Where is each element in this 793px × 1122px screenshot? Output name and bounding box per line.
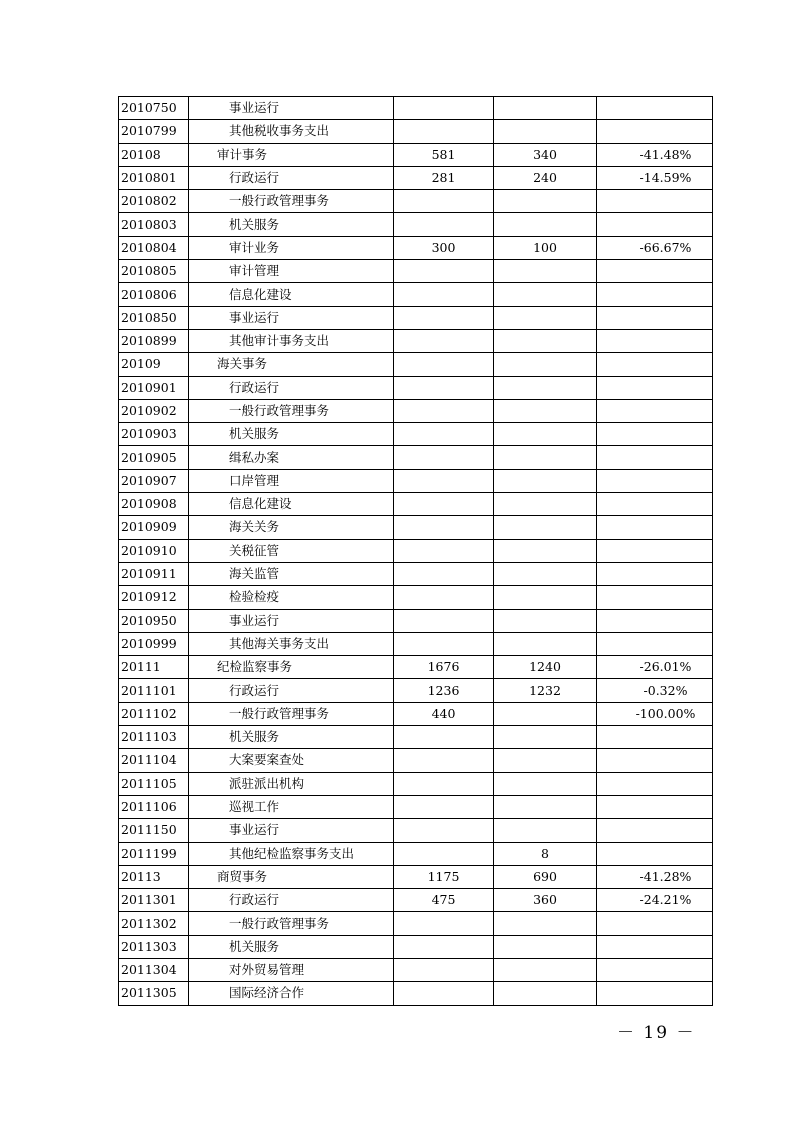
row-change-percent: -14.59% (597, 166, 713, 189)
row-code: 2010908 (119, 493, 189, 516)
row-code: 2010802 (119, 190, 189, 213)
row-name: 海关监管 (189, 562, 394, 585)
row-value-previous: 1676 (394, 656, 494, 679)
row-value-previous (394, 586, 494, 609)
row-code: 2011106 (119, 795, 189, 818)
row-value-current (494, 539, 597, 562)
row-code: 2010804 (119, 236, 189, 259)
row-value-current (494, 97, 597, 120)
table-row (119, 958, 713, 981)
row-change-percent (597, 749, 713, 772)
row-value-previous (394, 772, 494, 795)
row-value-previous (394, 120, 494, 143)
table-row (119, 586, 713, 609)
row-value-current (494, 120, 597, 143)
row-value-previous: 281 (394, 166, 494, 189)
table-row (119, 190, 713, 213)
table-row (119, 632, 713, 655)
budget-table-body (119, 97, 713, 1006)
row-code: 2011150 (119, 819, 189, 842)
row-value-previous (394, 213, 494, 236)
row-change-percent (597, 516, 713, 539)
row-value-previous (394, 562, 494, 585)
table-row (119, 819, 713, 842)
table-row (119, 795, 713, 818)
row-value-current (494, 749, 597, 772)
row-value-previous (394, 353, 494, 376)
row-value-previous (394, 912, 494, 935)
row-change-percent (597, 586, 713, 609)
row-value-current: 340 (494, 143, 597, 166)
table-row (119, 562, 713, 585)
row-value-current (494, 982, 597, 1005)
row-change-percent (597, 819, 713, 842)
row-value-current (494, 446, 597, 469)
row-name: 一般行政管理事务 (189, 912, 394, 935)
row-name: 其他纪检监察事务支出 (189, 842, 394, 865)
row-code: 2011305 (119, 982, 189, 1005)
row-code: 20108 (119, 143, 189, 166)
row-code: 20113 (119, 865, 189, 888)
row-value-current (494, 726, 597, 749)
row-name: 行政运行 (189, 889, 394, 912)
row-value-current (494, 632, 597, 655)
table-row (119, 889, 713, 912)
row-code: 2011301 (119, 889, 189, 912)
row-value-current: 1240 (494, 656, 597, 679)
row-name: 审计管理 (189, 260, 394, 283)
row-name: 审计业务 (189, 236, 394, 259)
row-change-percent (597, 446, 713, 469)
row-name: 机关服务 (189, 423, 394, 446)
table-row (119, 702, 713, 725)
row-change-percent: -41.28% (597, 865, 713, 888)
row-code: 2010909 (119, 516, 189, 539)
row-change-percent: -26.01% (597, 656, 713, 679)
row-change-percent (597, 190, 713, 213)
row-value-current (494, 493, 597, 516)
row-value-current (494, 609, 597, 632)
row-value-previous (394, 469, 494, 492)
row-value-current: 360 (494, 889, 597, 912)
row-change-percent: -100.00% (597, 702, 713, 725)
table-row (119, 749, 713, 772)
row-change-percent (597, 726, 713, 749)
table-row (119, 376, 713, 399)
table-row (119, 423, 713, 446)
row-value-current (494, 562, 597, 585)
row-code: 2010950 (119, 609, 189, 632)
row-value-previous (394, 190, 494, 213)
row-code: 2010903 (119, 423, 189, 446)
row-change-percent: -66.67% (597, 236, 713, 259)
table-row (119, 865, 713, 888)
table-row (119, 166, 713, 189)
row-value-previous (394, 399, 494, 422)
table-row (119, 306, 713, 329)
page-number: － 19 － (617, 1023, 696, 1043)
table-row (119, 469, 713, 492)
table-row (119, 493, 713, 516)
row-name: 海关事务 (189, 353, 394, 376)
row-change-percent (597, 772, 713, 795)
row-change-percent (597, 260, 713, 283)
row-name: 其他审计事务支出 (189, 329, 394, 352)
row-code: 2010907 (119, 469, 189, 492)
row-code: 2010850 (119, 306, 189, 329)
row-name: 信息化建设 (189, 283, 394, 306)
row-value-current: 1232 (494, 679, 597, 702)
table-row (119, 912, 713, 935)
table-row (119, 935, 713, 958)
row-value-current (494, 329, 597, 352)
row-change-percent (597, 97, 713, 120)
row-change-percent (597, 935, 713, 958)
row-name: 机关服务 (189, 726, 394, 749)
row-value-current (494, 190, 597, 213)
row-name: 机关服务 (189, 935, 394, 958)
row-value-current (494, 213, 597, 236)
row-change-percent (597, 469, 713, 492)
row-change-percent (597, 423, 713, 446)
row-change-percent (597, 120, 713, 143)
row-value-current (494, 469, 597, 492)
budget-table (118, 96, 713, 1006)
row-name: 行政运行 (189, 376, 394, 399)
table-row (119, 213, 713, 236)
row-name: 机关服务 (189, 213, 394, 236)
row-value-previous (394, 958, 494, 981)
row-value-previous (394, 329, 494, 352)
row-value-previous (394, 749, 494, 772)
table-row (119, 353, 713, 376)
row-name: 事业运行 (189, 97, 394, 120)
row-value-current: 8 (494, 842, 597, 865)
row-value-previous (394, 819, 494, 842)
table-row (119, 842, 713, 865)
row-value-previous (394, 423, 494, 446)
row-value-current (494, 772, 597, 795)
table-row (119, 143, 713, 166)
row-name: 缉私办案 (189, 446, 394, 469)
table-row (119, 120, 713, 143)
table-row (119, 539, 713, 562)
row-value-current (494, 958, 597, 981)
row-value-current (494, 912, 597, 935)
row-code: 2010999 (119, 632, 189, 655)
row-name: 事业运行 (189, 306, 394, 329)
row-change-percent: -0.32% (597, 679, 713, 702)
row-value-current: 100 (494, 236, 597, 259)
row-code: 2010910 (119, 539, 189, 562)
row-name: 派驻派出机构 (189, 772, 394, 795)
table-row (119, 609, 713, 632)
row-name: 国际经济合作 (189, 982, 394, 1005)
row-value-previous: 1175 (394, 865, 494, 888)
row-code: 2010905 (119, 446, 189, 469)
row-value-current (494, 586, 597, 609)
row-value-previous (394, 842, 494, 865)
row-code: 2010806 (119, 283, 189, 306)
table-row (119, 283, 713, 306)
row-value-previous: 300 (394, 236, 494, 259)
row-change-percent (597, 562, 713, 585)
row-name: 商贸事务 (189, 865, 394, 888)
row-code: 2010901 (119, 376, 189, 399)
row-code: 2011103 (119, 726, 189, 749)
row-name: 其他海关事务支出 (189, 632, 394, 655)
row-value-previous (394, 283, 494, 306)
table-row (119, 329, 713, 352)
row-name: 关税征管 (189, 539, 394, 562)
row-code: 2010803 (119, 213, 189, 236)
row-value-current (494, 935, 597, 958)
row-change-percent (597, 353, 713, 376)
table-row (119, 772, 713, 795)
row-value-previous: 440 (394, 702, 494, 725)
row-value-current (494, 423, 597, 446)
row-value-current (494, 283, 597, 306)
row-value-previous (394, 609, 494, 632)
row-code: 2010801 (119, 166, 189, 189)
row-change-percent (597, 842, 713, 865)
row-change-percent (597, 912, 713, 935)
row-value-previous: 475 (394, 889, 494, 912)
row-value-current (494, 819, 597, 842)
row-code: 2010911 (119, 562, 189, 585)
row-change-percent (597, 376, 713, 399)
row-value-current (494, 702, 597, 725)
row-value-current: 240 (494, 166, 597, 189)
row-change-percent (597, 329, 713, 352)
row-value-previous: 1236 (394, 679, 494, 702)
row-value-previous (394, 795, 494, 818)
row-value-previous (394, 306, 494, 329)
row-code: 2011101 (119, 679, 189, 702)
row-code: 2010750 (119, 97, 189, 120)
row-name: 口岸管理 (189, 469, 394, 492)
table-row (119, 516, 713, 539)
row-name: 检验检疫 (189, 586, 394, 609)
row-value-current (494, 260, 597, 283)
row-name: 大案要案查处 (189, 749, 394, 772)
row-code: 20109 (119, 353, 189, 376)
row-code: 2011304 (119, 958, 189, 981)
row-change-percent: -41.48% (597, 143, 713, 166)
row-value-previous (394, 935, 494, 958)
row-value-previous (394, 726, 494, 749)
row-change-percent (597, 283, 713, 306)
row-name: 一般行政管理事务 (189, 190, 394, 213)
row-code: 20111 (119, 656, 189, 679)
table-row (119, 982, 713, 1005)
row-change-percent (597, 306, 713, 329)
row-name: 行政运行 (189, 166, 394, 189)
row-name: 审计事务 (189, 143, 394, 166)
table-row (119, 97, 713, 120)
row-name: 其他税收事务支出 (189, 120, 394, 143)
row-code: 2010902 (119, 399, 189, 422)
row-change-percent (597, 632, 713, 655)
row-value-previous (394, 376, 494, 399)
table-row (119, 679, 713, 702)
row-value-previous (394, 632, 494, 655)
row-value-current: 690 (494, 865, 597, 888)
row-change-percent (597, 609, 713, 632)
row-value-previous (394, 446, 494, 469)
row-value-current (494, 353, 597, 376)
row-code: 2011302 (119, 912, 189, 935)
row-name: 一般行政管理事务 (189, 399, 394, 422)
row-value-previous (394, 516, 494, 539)
row-value-current (494, 376, 597, 399)
row-code: 2011105 (119, 772, 189, 795)
row-value-current (494, 306, 597, 329)
row-value-current (494, 516, 597, 539)
table-row (119, 399, 713, 422)
row-name: 行政运行 (189, 679, 394, 702)
row-change-percent: -24.21% (597, 889, 713, 912)
row-code: 2010799 (119, 120, 189, 143)
table-row (119, 236, 713, 259)
row-change-percent (597, 795, 713, 818)
row-name: 海关关务 (189, 516, 394, 539)
row-code: 2011199 (119, 842, 189, 865)
row-change-percent (597, 399, 713, 422)
row-value-previous: 581 (394, 143, 494, 166)
row-change-percent (597, 493, 713, 516)
row-code: 2011303 (119, 935, 189, 958)
table-row (119, 260, 713, 283)
row-change-percent (597, 982, 713, 1005)
row-code: 2010805 (119, 260, 189, 283)
row-change-percent (597, 213, 713, 236)
row-value-previous (394, 97, 494, 120)
row-name: 一般行政管理事务 (189, 702, 394, 725)
row-code: 2010912 (119, 586, 189, 609)
row-code: 2011104 (119, 749, 189, 772)
row-name: 纪检监察事务 (189, 656, 394, 679)
row-code: 2011102 (119, 702, 189, 725)
row-name: 信息化建设 (189, 493, 394, 516)
row-change-percent (597, 539, 713, 562)
row-value-previous (394, 982, 494, 1005)
row-change-percent (597, 958, 713, 981)
row-name: 事业运行 (189, 819, 394, 842)
row-value-previous (394, 260, 494, 283)
row-value-previous (394, 539, 494, 562)
row-name: 对外贸易管理 (189, 958, 394, 981)
table-row (119, 446, 713, 469)
table-row (119, 726, 713, 749)
row-value-current (494, 399, 597, 422)
row-value-current (494, 795, 597, 818)
row-name: 事业运行 (189, 609, 394, 632)
row-value-previous (394, 493, 494, 516)
table-row (119, 656, 713, 679)
row-name: 巡视工作 (189, 795, 394, 818)
row-code: 2010899 (119, 329, 189, 352)
